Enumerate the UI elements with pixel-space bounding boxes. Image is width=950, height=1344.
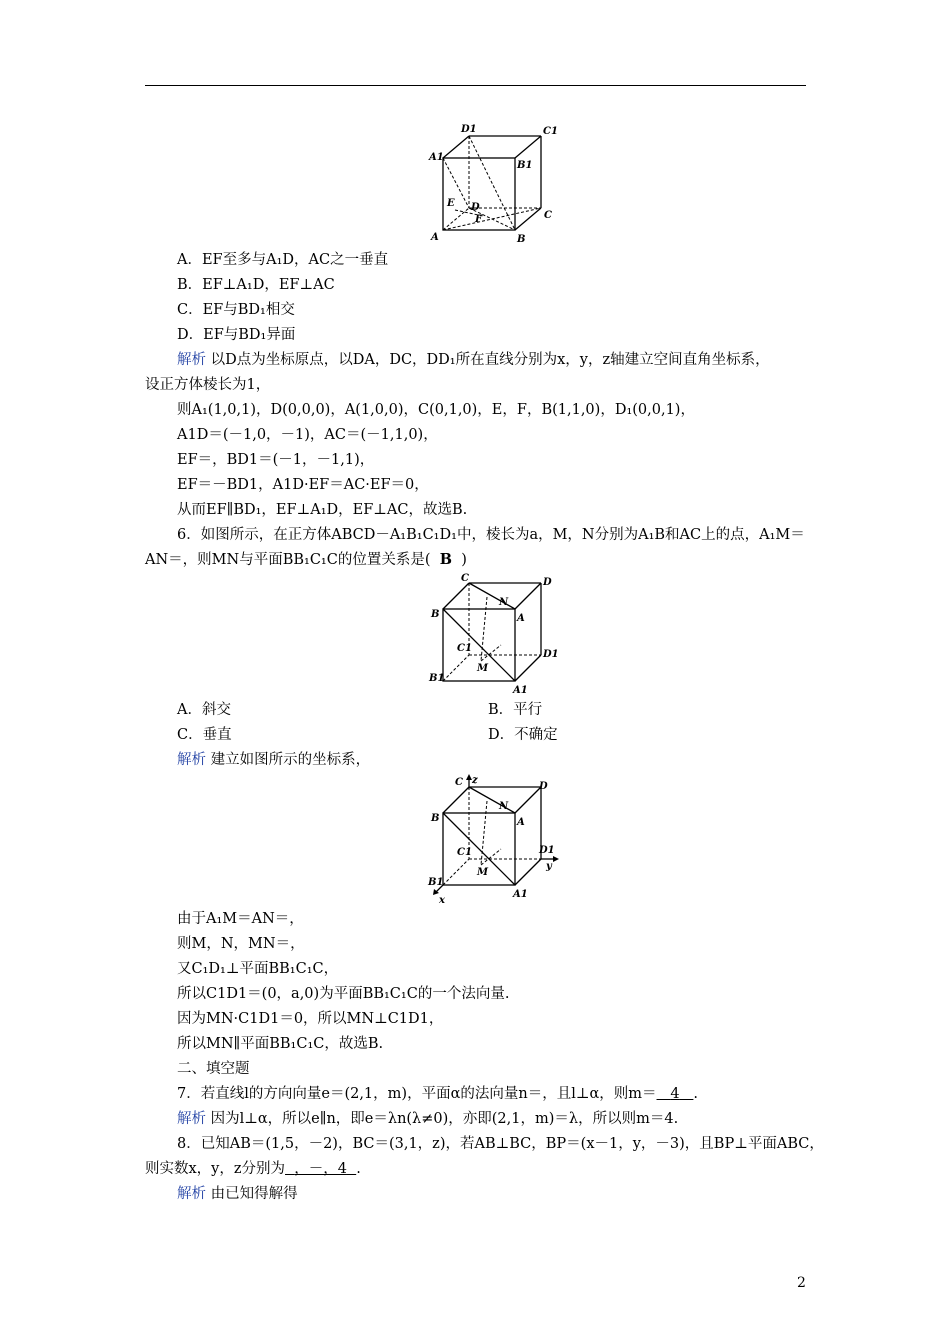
label-z: z (472, 775, 478, 786)
solution-tag: 解析 (177, 352, 206, 368)
label-C: C (455, 777, 463, 788)
q8-line-2: 则实数x，y，z分别为 ，－，4 . (145, 1161, 361, 1177)
sol5-line-6: EF＝－BD1，A1D·EF＝AC·EF＝0， (177, 477, 429, 493)
label-N: N (499, 597, 509, 608)
q6-option-a: A．斜交 (177, 702, 231, 718)
label-D1: D1 (461, 124, 477, 135)
label-C1: C1 (457, 643, 472, 654)
q6-line-1: 6．如图所示，在正方体ABCD－A₁B₁C₁D₁中，棱长为a，M，N分别为A₁B和AC上的点，A₁M＝ (177, 527, 805, 543)
q5-option-b: B．EF⊥A₁D，EF⊥AC (177, 277, 335, 293)
label-A: A (431, 232, 439, 243)
label-B: B (431, 813, 440, 824)
label-M: M (477, 663, 489, 674)
label-B: B (517, 234, 526, 245)
label-C: C (461, 573, 469, 584)
label-A: A (517, 817, 525, 828)
cube-figure-3 (422, 773, 567, 905)
label-B: B (431, 609, 440, 620)
label-C: C (544, 210, 552, 221)
sol6-line-7: 所以MN∥平面BB₁C₁C，故选B. (177, 1036, 384, 1052)
label-y: y (546, 861, 552, 872)
label-A1: A1 (513, 685, 528, 696)
q8-line-1: 8．已知AB＝(1,5，－2)，BC＝(3,1，z)，若AB⊥BC，BP＝(x－1，y，－3)，且BP⊥平面ABC， (177, 1136, 824, 1152)
sol6-line-4: 又C₁D₁⊥平面BB₁C₁C， (177, 961, 339, 977)
label-A: A (517, 613, 525, 624)
q7-solution: 解析 因为l⊥α，所以e∥n，即e＝λn(λ≠0)，亦即(2,1，m)＝λ，所以则m＝4. (177, 1111, 679, 1127)
cube-figure-1 (425, 122, 560, 247)
sol6-line-6: 因为MN·C1D1＝0，所以MN⊥C1D1， (177, 1011, 444, 1027)
sol5-line-7: 从而EF∥BD₁，EF⊥A₁D，EF⊥AC，故选B. (177, 502, 468, 518)
sol5-line-3: 则A₁(1,0,1)，D(0,0,0)，A(1,0,0)，C(0,1,0)，E，F，B(1,1,0)，D₁(0,0,1)， (177, 402, 695, 418)
section-title: 二、填空题 (177, 1061, 250, 1077)
page-number: 2 (797, 1275, 806, 1291)
label-C1: C1 (543, 126, 558, 137)
header-rule (145, 85, 806, 86)
sol6-line-3: 则M，N，MN＝， (177, 936, 305, 952)
label-x: x (439, 895, 445, 905)
q8-solution: 解析 由已知得解得 (177, 1186, 298, 1202)
solution-tag: 解析 (177, 752, 206, 768)
label-N: N (499, 801, 509, 812)
q6-option-d: D．不确定 (488, 727, 558, 743)
label-A1: A1 (429, 152, 444, 163)
label-B1: B1 (428, 877, 444, 888)
sol6-line-2: 由于A₁M＝AN＝， (177, 911, 304, 927)
cube-figure-2 (425, 573, 565, 698)
sol6-line-5: 所以C1D1＝(0，a,0)为平面BB₁C₁C的一个法向量. (177, 986, 510, 1002)
q6-option-b: B．平行 (488, 702, 543, 718)
sol6-line-1: 解析 建立如图所示的坐标系， (177, 752, 371, 768)
label-D1: D1 (543, 649, 559, 660)
q6-line-2: AN＝，则MN与平面BB₁C₁C的位置关系是( B ) (145, 551, 467, 568)
q6-option-c: C．垂直 (177, 727, 232, 743)
sol5-line-4: A1D＝(－1,0，－1)，AC＝(－1,1,0)， (177, 427, 438, 443)
solution-tag: 解析 (177, 1186, 206, 1202)
q5-option-a: A．EF至多与A₁D，AC之一垂直 (177, 252, 389, 268)
sol5-line-1: 解析 以D点为坐标原点，以DA，DC，DD₁所在直线分别为x，y，z轴建立空间直角坐标系， (177, 352, 770, 368)
sol5-line-2: 设正方体棱长为1， (145, 377, 271, 393)
label-B1: B1 (517, 160, 533, 171)
label-F: F (475, 214, 483, 225)
label-D: D (471, 202, 480, 213)
q5-option-d: D．EF与BD₁异面 (177, 327, 296, 343)
q6-answer: B (439, 551, 452, 568)
label-D: D (543, 577, 552, 588)
label-M: M (477, 867, 489, 878)
sol5-line-5: EF＝，BD1＝(－1，－1,1)， (177, 452, 375, 468)
q8-answer: ，－，4 (294, 1161, 347, 1177)
q7-line: 7．若直线l的方向向量e＝(2,1，m)，平面α的法向量n＝，且l⊥α，则m＝ 4 . (177, 1086, 699, 1102)
q5-option-c: C．EF与BD₁相交 (177, 302, 295, 318)
label-A1: A1 (513, 889, 528, 900)
label-D1: D1 (539, 845, 555, 856)
label-B1: B1 (429, 673, 445, 684)
solution-tag: 解析 (177, 1111, 206, 1127)
q7-answer: 4 (670, 1086, 680, 1102)
label-C1: C1 (457, 847, 472, 858)
label-E: E (447, 198, 455, 209)
label-D: D (539, 781, 548, 792)
